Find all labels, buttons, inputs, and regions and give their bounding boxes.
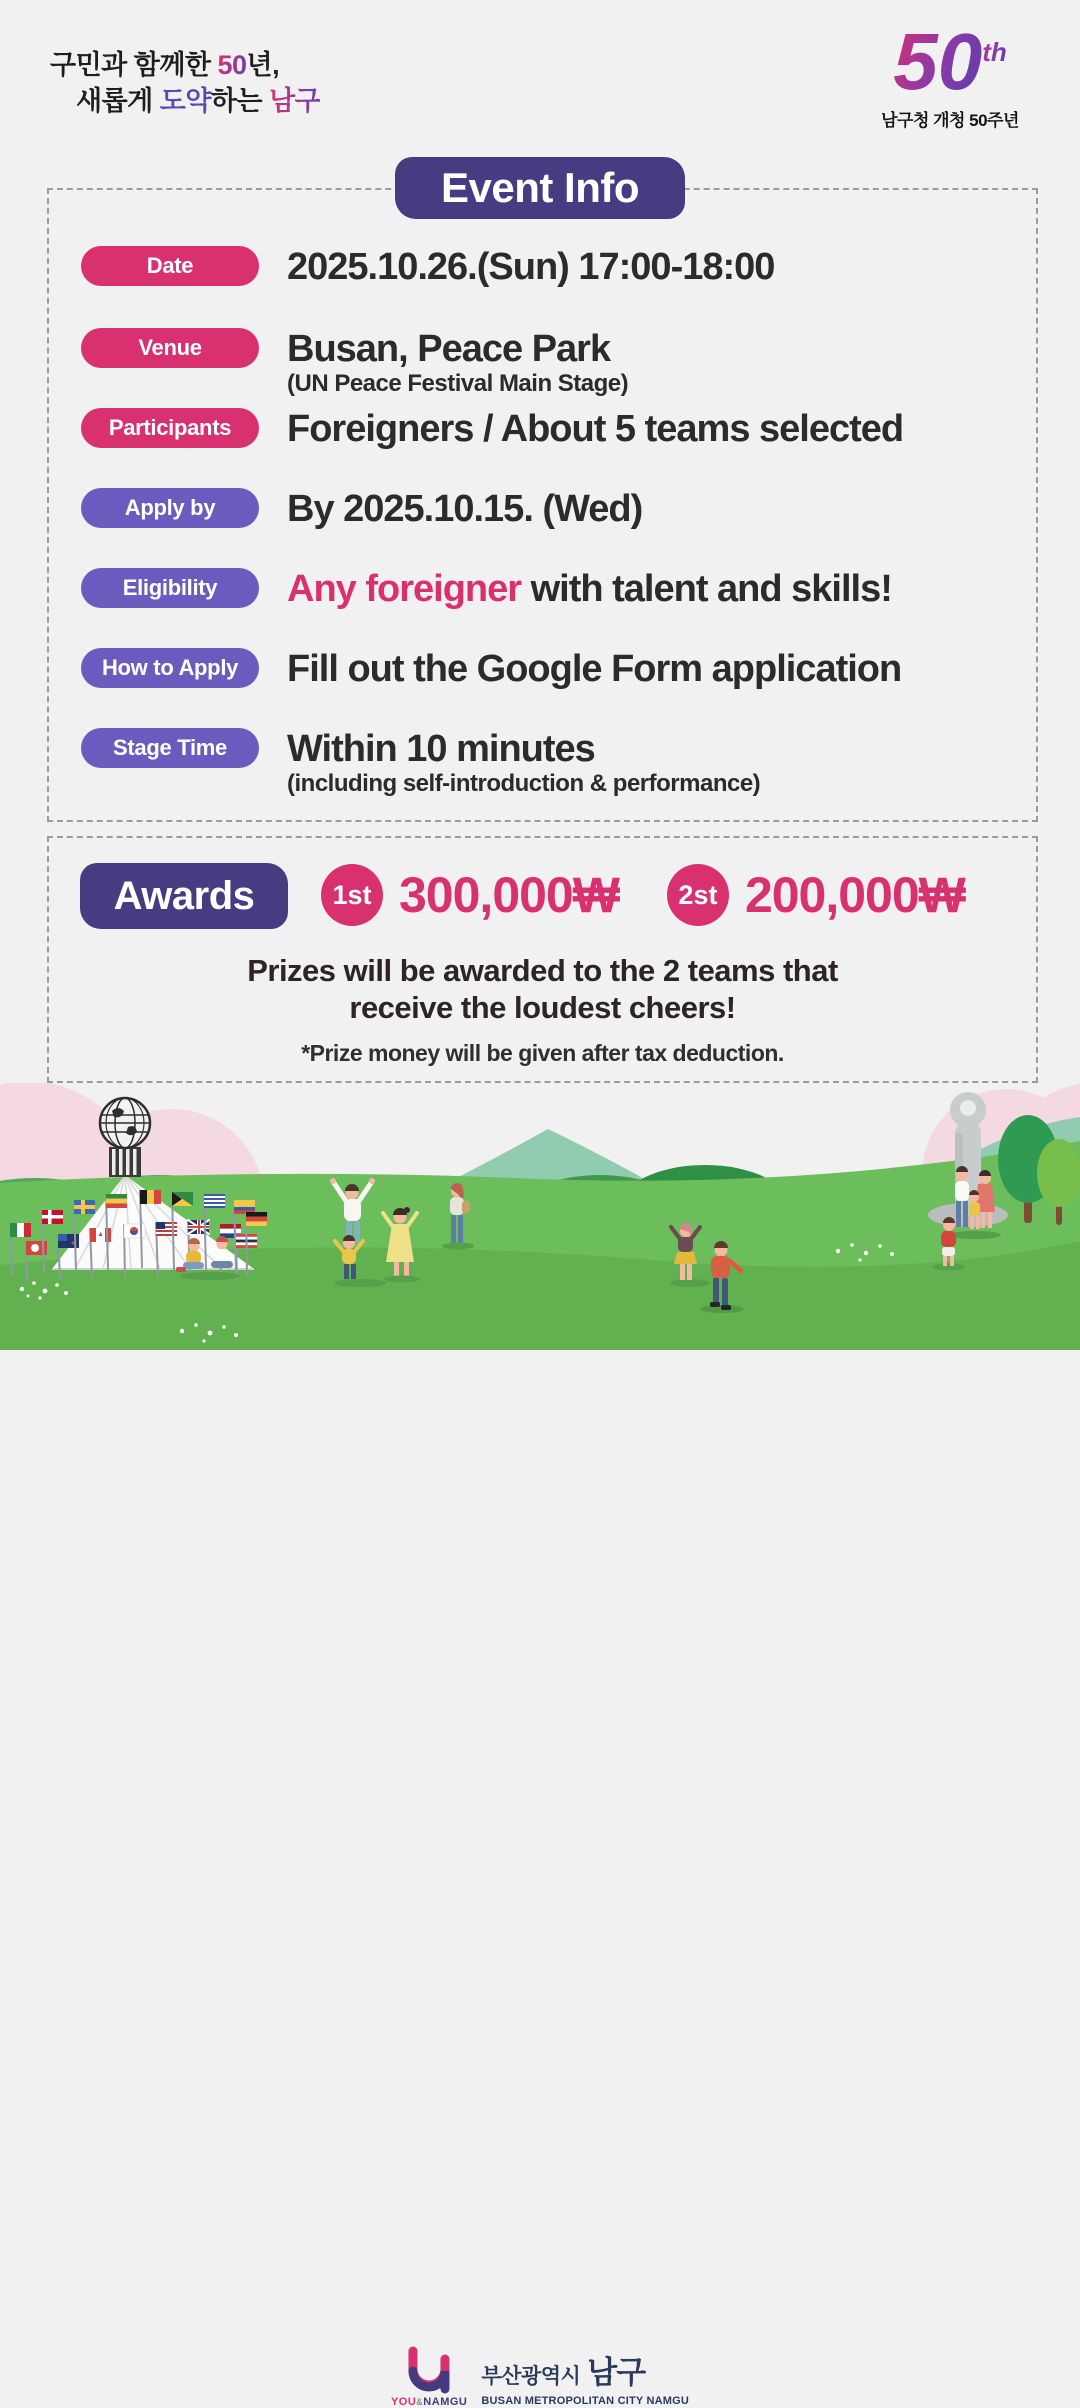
participants-pill: Participants <box>81 408 259 448</box>
venue-sub: (UN Peace Festival Main Stage) <box>287 370 629 397</box>
eligibility-pill: Eligibility <box>81 568 259 608</box>
event-info-box <box>47 188 1038 822</box>
slogan-line1: 구민과 함께한 50년, <box>50 50 280 80</box>
slogan-line2: 새롭게 도약하는 남구 <box>76 85 321 116</box>
anniversary-50th: 50th <box>893 17 1007 106</box>
venue-pill: Venue <box>81 328 259 368</box>
city-name-korean: 부산광역시 남구 <box>481 2354 646 2390</box>
park-illustration <box>0 1083 1080 2408</box>
first-place-badge: 1st <box>321 864 383 926</box>
stage-time-pill: Stage Time <box>81 728 259 768</box>
info-row-eligibility <box>81 568 892 610</box>
awards-note-line2: receive the loudest cheers! <box>349 990 736 1025</box>
city-name-english: BUSAN METROPOLITAN CITY NAMGU <box>481 2394 690 2407</box>
info-row-venue <box>81 328 628 397</box>
prize-row <box>321 864 965 926</box>
awards-note-line1: Prizes will be awarded to the 2 teams that <box>247 953 838 988</box>
second-place-badge: 2st <box>667 864 729 926</box>
park-scene-svg <box>0 1083 1080 1350</box>
stage-time-value: Within 10 minutes <box>287 728 595 770</box>
tax-deduction-note: *Prize money will be given after tax deduction. <box>301 1040 784 1066</box>
info-row-date <box>81 246 774 288</box>
event-info-title-banner: Event Info <box>396 158 684 218</box>
slogan-doyak: 도약 <box>159 85 211 116</box>
info-row-stage-time <box>81 728 760 797</box>
date-pill: Date <box>81 246 259 286</box>
how-to-apply-pill: How to Apply <box>81 648 259 688</box>
anniversary-caption: 남구청 개청 50주년 <box>881 111 1019 130</box>
slogan-50: 50 <box>217 50 247 80</box>
awards-note <box>49 952 1036 1026</box>
apply-by-pill: Apply by <box>81 488 259 528</box>
stage-time-sub: (including self-introduction & performance) <box>287 770 761 797</box>
awards-box <box>47 836 1038 1083</box>
second-place-amount: 200,000₩ <box>744 867 965 923</box>
city-name-block <box>481 2347 689 2407</box>
awards-title-banner: Awards <box>81 864 287 928</box>
you-and-namgu-mark <box>391 2345 467 2408</box>
top-slogan <box>50 48 320 119</box>
anniversary-logo <box>860 17 1040 131</box>
apply-by-value: By 2025.10.15. (Wed) <box>287 488 643 530</box>
info-row-how-to-apply <box>81 648 901 690</box>
participants-value: Foreigners / About 5 teams selected <box>287 408 904 450</box>
eligibility-highlight: Any foreigner <box>287 568 522 610</box>
namgu-knot-icon <box>401 2345 457 2395</box>
slogan-namgu: 남구 <box>269 85 321 116</box>
how-to-apply-value: Fill out the Google Form application <box>287 648 902 690</box>
first-place-amount: 300,000₩ <box>399 867 619 923</box>
eligibility-value: Any foreigner with talent and skills! <box>287 568 892 610</box>
date-value: 2025.10.26.(Sun) 17:00-18:00 <box>287 246 775 288</box>
venue-value: Busan, Peace Park <box>287 328 611 370</box>
namgu-footer-logo <box>391 2345 689 2408</box>
info-row-participants <box>81 408 903 450</box>
info-row-apply-by <box>81 488 642 530</box>
you-and-namgu-label: YOU&NAMGU <box>390 2396 468 2408</box>
